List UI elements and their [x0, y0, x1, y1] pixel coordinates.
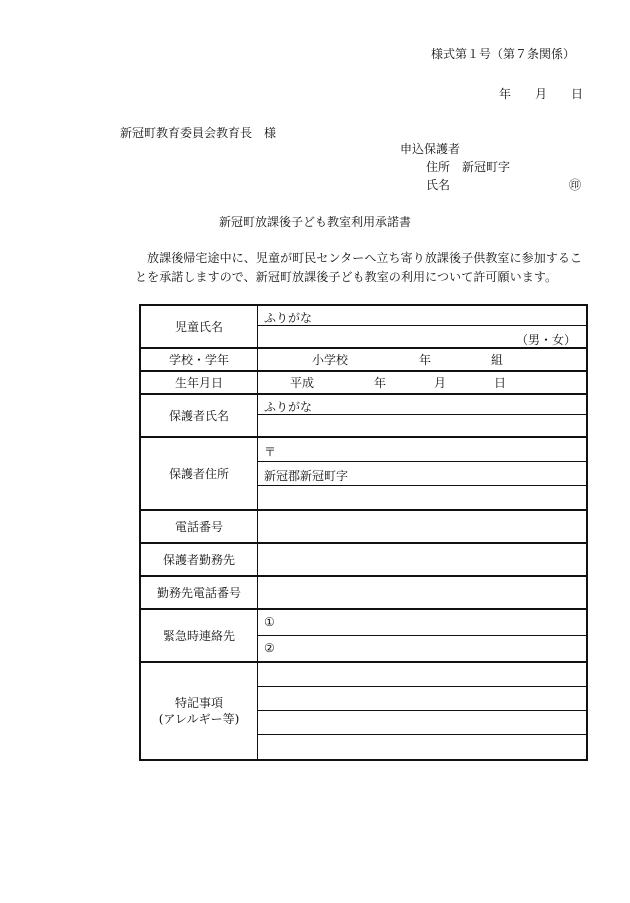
row-child-name [141, 306, 586, 349]
birth-year-suffix: 年 [374, 376, 387, 390]
form-number: 様式第１号（第７条関係） [430, 47, 575, 61]
document-title: 新冠町放課後子ども教室利用承諾書 [218, 215, 411, 229]
work-phone-label: 勤務先電話番号 [141, 577, 258, 608]
guardian-furigana-field[interactable] [258, 395, 586, 415]
notes-line-2-field[interactable] [258, 687, 586, 711]
emergency-contact-2-field[interactable] [258, 636, 586, 661]
birth-month-suffix: 月 [434, 376, 447, 390]
guardian-name-field[interactable] [258, 415, 586, 436]
row-emergency [141, 610, 586, 663]
addressee: 新冠町教育委員会教育長 様 [120, 126, 277, 140]
postal-mark: 〒 [264, 445, 277, 459]
row-guardian-name [141, 395, 586, 438]
date-day-label: 日 [570, 87, 583, 101]
date-line [499, 87, 583, 101]
postal-code-field[interactable] [258, 438, 586, 462]
applicant-label: 申込保護者 [400, 142, 461, 156]
school-year-suffix: 年 [419, 353, 432, 367]
guardian-address-label: 保護者住所 [141, 438, 258, 509]
school-label: 学校・学年 [141, 349, 258, 370]
address-prefix: 新冠郡新冠町字 [264, 469, 349, 483]
application-form-table [139, 304, 588, 761]
notes-label-line-1: 特記事項 [174, 696, 223, 710]
child-furigana-field[interactable] [258, 306, 586, 326]
address-line-1-field[interactable] [258, 462, 586, 486]
row-school [141, 349, 586, 372]
birth-date-field[interactable] [258, 372, 586, 393]
body-paragraph: 放課後帰宅途中に、児童が町民センターへ立ち寄り放課後子供教室に参加することを承諾しますので、新冠町放課後子ども教室の利用について許可願います。 [135, 251, 583, 284]
phone-field[interactable] [258, 511, 586, 542]
address-line-2-field[interactable] [258, 486, 586, 509]
emergency-contact-1-field[interactable] [258, 610, 586, 636]
notes-label [141, 663, 258, 759]
child-name-field[interactable] [258, 326, 586, 347]
row-phone [141, 511, 586, 544]
row-notes [141, 663, 586, 759]
date-month-label: 月 [534, 87, 547, 101]
birth-date-label: 生年月日 [141, 372, 258, 393]
row-guardian-address [141, 438, 586, 511]
guardian-furigana-label: ふりがな [264, 400, 313, 414]
workplace-label: 保護者勤務先 [141, 544, 258, 575]
workplace-field[interactable] [258, 544, 586, 575]
emergency-number-1: ① [264, 615, 275, 629]
school-field[interactable] [258, 349, 586, 370]
child-furigana-label: ふりがな [264, 311, 313, 325]
notes-line-3-field[interactable] [258, 711, 586, 735]
notes-line-4-field[interactable] [258, 735, 586, 759]
child-name-label: 児童氏名 [141, 306, 258, 347]
notes-label-line-2: (アレルギー等) [158, 712, 240, 726]
date-year-label: 年 [498, 87, 511, 101]
phone-label: 電話番号 [141, 511, 258, 542]
birth-day-suffix: 日 [494, 376, 507, 390]
row-birth-date [141, 372, 586, 395]
seal-mark: ㊞ [569, 178, 582, 192]
school-class-suffix: 組 [491, 353, 504, 367]
applicant-address-label: 住所 新冠町字 [426, 160, 511, 174]
applicant-name-label: 氏名 [426, 178, 451, 192]
gender-label: （男・女） [515, 333, 576, 347]
era-label: 平成 [290, 376, 315, 390]
work-phone-field[interactable] [258, 577, 586, 608]
school-suffix: 小学校 [312, 353, 349, 367]
row-work-phone [141, 577, 586, 610]
emergency-label: 緊急時連絡先 [141, 610, 258, 661]
emergency-number-2: ② [264, 641, 275, 655]
row-workplace [141, 544, 586, 577]
notes-line-1-field[interactable] [258, 663, 586, 687]
guardian-name-label: 保護者氏名 [141, 395, 258, 436]
